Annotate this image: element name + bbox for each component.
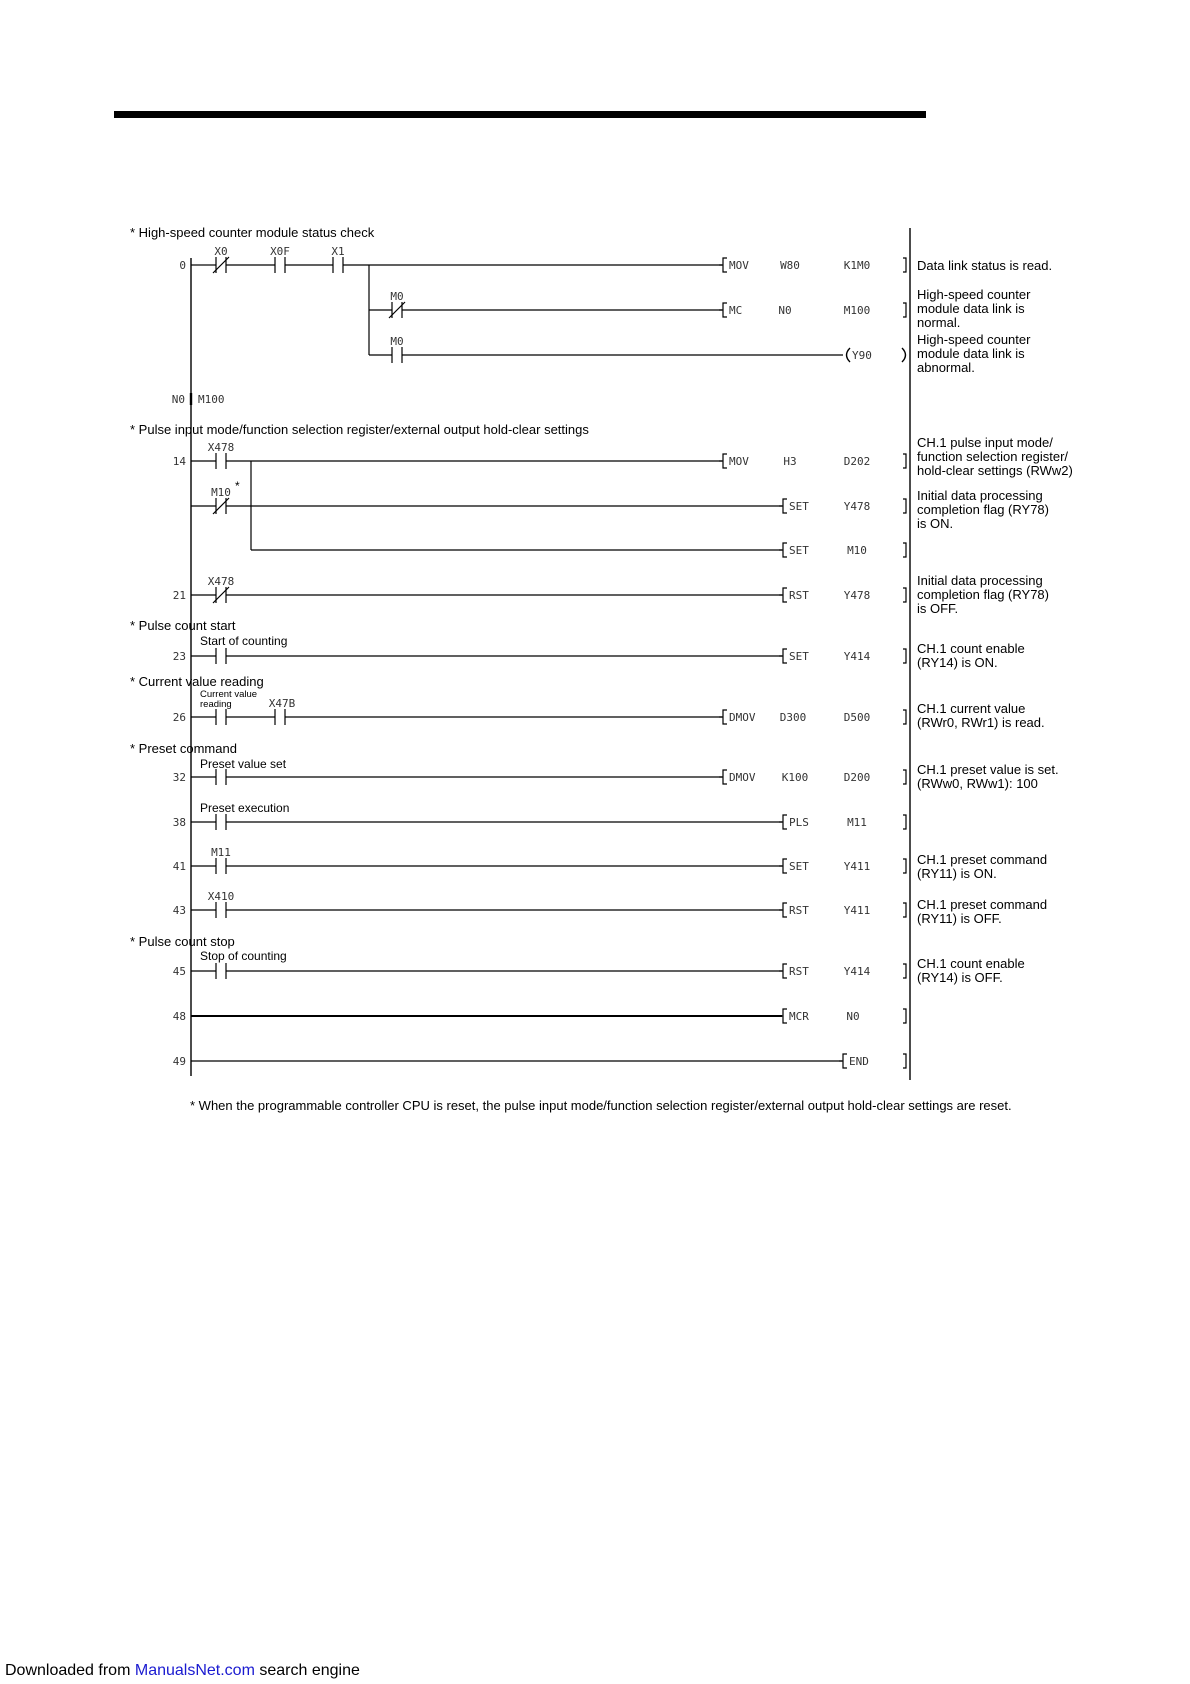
section-heading: * Preset command bbox=[130, 741, 237, 756]
rung-comment: CH.1 pulse input mode/ bbox=[917, 435, 1053, 450]
master-control-mark bbox=[185, 393, 197, 405]
instruction-name: MC bbox=[729, 304, 743, 317]
instruction-operand: K1M0 bbox=[843, 259, 871, 272]
rung-comment: (RY11) is OFF. bbox=[917, 911, 1002, 926]
footnote-mark: * bbox=[235, 479, 240, 493]
contact-label: X1 bbox=[331, 245, 345, 258]
rung-comment: (RY14) is ON. bbox=[917, 655, 998, 670]
rung-comment: is ON. bbox=[917, 516, 954, 531]
contact-comment: Preset execution bbox=[200, 801, 290, 815]
instruction-name: PLS bbox=[789, 816, 809, 829]
rung-comment: CH.1 preset command bbox=[917, 897, 1048, 912]
rung-comment: abnormal. bbox=[917, 360, 975, 375]
rung-comment: High-speed counter bbox=[917, 332, 1031, 347]
rung-comment: (RWw0, RWw1): 100 bbox=[917, 776, 1038, 791]
section-heading: * Pulse count start bbox=[130, 618, 236, 633]
step-number: 23 bbox=[172, 650, 186, 663]
contact-label: X478 bbox=[207, 441, 235, 454]
instruction-operand: D300 bbox=[779, 711, 807, 724]
instruction-name: MCR bbox=[789, 1010, 809, 1023]
section-heading: * Current value reading bbox=[130, 674, 264, 689]
rung-comment: (RY14) is OFF. bbox=[917, 970, 1003, 985]
contact-comment: reading bbox=[200, 699, 232, 710]
mc-nesting-label: N0 bbox=[171, 393, 185, 406]
rung-comment: Initial data processing bbox=[917, 573, 1043, 588]
instruction-operand: Y478 bbox=[843, 589, 871, 602]
manualsnet-link[interactable]: ManualsNet.com bbox=[134, 1662, 255, 1679]
no-contact-stop bbox=[216, 963, 226, 979]
coil-label: Y90 bbox=[852, 349, 872, 362]
rung-comment: CH.1 count enable bbox=[917, 956, 1025, 971]
no-contact-x47b bbox=[275, 709, 285, 725]
contact-label: M11 bbox=[211, 846, 231, 859]
instruction-operand: M11 bbox=[847, 816, 867, 829]
instruction-operand: Y411 bbox=[843, 860, 871, 873]
rung-comment: module data link is bbox=[917, 301, 1025, 316]
rung-comment: completion flag (RY78) bbox=[917, 587, 1049, 602]
download-footer bbox=[5, 1662, 360, 1680]
instruction-name: DMOV bbox=[729, 711, 756, 724]
contact-label: X47B bbox=[268, 697, 296, 710]
rung-comment: Data link status is read. bbox=[917, 258, 1053, 273]
rung-comment: Initial data processing bbox=[917, 488, 1043, 503]
instruction-name: SET bbox=[789, 544, 809, 557]
no-contact-start bbox=[216, 648, 226, 664]
section-heading: * Pulse input mode/function selection register/external output hold-clear settings bbox=[130, 422, 589, 437]
no-contact-read bbox=[216, 709, 226, 725]
no-contact-x478 bbox=[216, 453, 226, 469]
contact-label: M0 bbox=[390, 290, 404, 303]
instruction-operand: H3 bbox=[783, 455, 797, 468]
instruction-operand: Y414 bbox=[843, 965, 871, 978]
instruction-operand: M10 bbox=[847, 544, 867, 557]
step-number: 38 bbox=[172, 816, 186, 829]
instruction-name: SET bbox=[789, 650, 809, 663]
instruction-name: MOV bbox=[729, 455, 749, 468]
rung-comment: CH.1 preset value is set. bbox=[917, 762, 1059, 777]
contact-comment: Start of counting bbox=[200, 634, 288, 648]
contact-comment: Current value bbox=[200, 689, 258, 700]
instruction-operand: D200 bbox=[843, 771, 871, 784]
step-number: 32 bbox=[172, 771, 186, 784]
rung-comment: normal. bbox=[917, 315, 961, 330]
step-number: 21 bbox=[172, 589, 186, 602]
instruction-operand: Y411 bbox=[843, 904, 871, 917]
instruction-operand: W80 bbox=[780, 259, 800, 272]
mc-contact-label: M100 bbox=[198, 393, 225, 406]
footer-suffix: search engine bbox=[259, 1662, 360, 1679]
contact-label: X478 bbox=[207, 575, 235, 588]
no-contact-x0f bbox=[275, 257, 285, 273]
step-number: 45 bbox=[172, 965, 186, 978]
contact-label: M10 bbox=[211, 486, 231, 499]
instruction-name: DMOV bbox=[729, 771, 756, 784]
contact-label: M0 bbox=[390, 335, 404, 348]
rung-comment: CH.1 current value bbox=[917, 701, 1026, 716]
no-contact-preset-exec bbox=[216, 814, 226, 830]
rung-comment: is OFF. bbox=[917, 601, 959, 616]
step-number: 48 bbox=[172, 1010, 186, 1023]
instruction-operand: D202 bbox=[843, 455, 871, 468]
rung-comment: completion flag (RY78) bbox=[917, 502, 1049, 517]
rung-comment: hold-clear settings (RWw2) bbox=[917, 463, 1073, 478]
step-number: 49 bbox=[172, 1055, 186, 1068]
contact-label: X410 bbox=[207, 890, 235, 903]
contact-comment: Preset value set bbox=[200, 757, 287, 771]
contact-label: X0 bbox=[214, 245, 228, 258]
step-number: 43 bbox=[172, 904, 186, 917]
rung-comment: module data link is bbox=[917, 346, 1025, 361]
instruction-name: RST bbox=[789, 904, 809, 917]
rung-comment: CH.1 count enable bbox=[917, 641, 1025, 656]
instruction-operand: Y414 bbox=[843, 650, 871, 663]
step-number: 14 bbox=[172, 455, 186, 468]
rung-comment: (RWr0, RWr1) is read. bbox=[917, 715, 1045, 730]
step-number: 41 bbox=[172, 860, 186, 873]
instruction-bracket bbox=[719, 303, 906, 317]
instruction-operand: N0 bbox=[846, 1010, 860, 1023]
rung-comment: (RY11) is ON. bbox=[917, 866, 997, 881]
instruction-operand: Y478 bbox=[843, 500, 871, 513]
instruction-operand: K100 bbox=[781, 771, 809, 784]
instruction-name: RST bbox=[789, 965, 809, 978]
step-number: 26 bbox=[172, 711, 186, 724]
instruction-operand: D500 bbox=[843, 711, 871, 724]
section-heading: * Pulse count stop bbox=[130, 934, 235, 949]
footnote: * When the programmable controller CPU is reset, the pulse input mode/function selection register/external output hold-clear settings are reset. bbox=[190, 1098, 1012, 1113]
no-contact-m0 bbox=[392, 347, 402, 363]
instruction-name: SET bbox=[789, 860, 809, 873]
no-contact-m11 bbox=[216, 858, 226, 874]
contact-comment: Stop of counting bbox=[200, 949, 287, 963]
instruction-operand: N0 bbox=[778, 304, 792, 317]
footer-prefix: Downloaded from bbox=[5, 1662, 131, 1679]
instruction-name: SET bbox=[789, 500, 809, 513]
contact-label: X0F bbox=[270, 245, 290, 258]
rung-comment: High-speed counter bbox=[917, 287, 1031, 302]
instruction-name: END bbox=[849, 1055, 869, 1068]
step-number: 0 bbox=[179, 259, 186, 272]
rung-comment: CH.1 preset command bbox=[917, 852, 1048, 867]
no-contact-preset-set bbox=[216, 769, 226, 785]
no-contact-x410 bbox=[216, 902, 226, 918]
instruction-name: RST bbox=[789, 589, 809, 602]
no-contact-x1 bbox=[333, 257, 343, 273]
section-heading: * High-speed counter module status check bbox=[130, 225, 375, 240]
instruction-name: MOV bbox=[729, 259, 749, 272]
instruction-operand: M100 bbox=[843, 304, 871, 317]
rung-comment: function selection register/ bbox=[917, 449, 1069, 464]
